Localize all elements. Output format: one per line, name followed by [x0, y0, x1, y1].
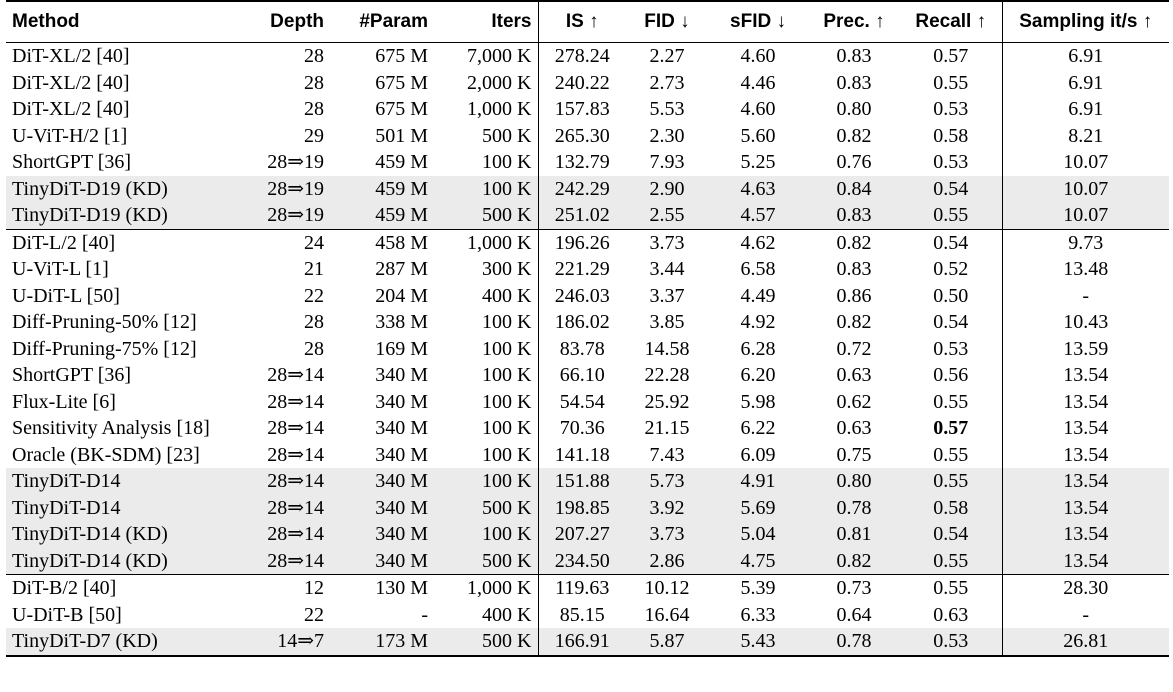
cell-fid: 3.73	[649, 231, 685, 254]
cell-sfid: 4.57	[708, 202, 808, 229]
cell-fid: 2.86	[626, 548, 708, 575]
cell-method: ShortGPT [36]	[12, 151, 132, 173]
cell-fid: 5.73	[626, 468, 708, 495]
cell-precision: 0.75	[836, 443, 872, 466]
cell-is: 70.36	[538, 415, 626, 442]
header-iters: Iters	[434, 1, 538, 43]
table-row	[6, 283, 1169, 310]
cell-sampling-speed: 13.54	[1002, 389, 1169, 416]
cell-is: 85.15	[538, 602, 626, 629]
cell-precision: 0.72	[836, 337, 872, 360]
cell-fid: 2.55	[626, 202, 708, 229]
cell-recall: 0.53	[933, 337, 969, 360]
cell-sfid: 5.43	[708, 628, 808, 656]
cell-method: TinyDiT-D19 (KD)	[6, 176, 242, 203]
cell-is: 240.22	[538, 70, 626, 97]
cell-fid: 7.93	[649, 151, 685, 173]
cell-method: U-ViT-L [1]	[12, 258, 109, 280]
cell-iters: 500 K	[434, 628, 538, 656]
cell-fid: 3.85	[649, 311, 685, 333]
cell-method: TinyDiT-D14	[6, 495, 242, 522]
cell-sampling-speed: 10.07	[1002, 176, 1169, 203]
cell-depth: 28⇒14	[267, 364, 324, 386]
cell-precision: 0.86	[836, 284, 872, 307]
cell-param: 338 M	[375, 311, 428, 333]
cell-iters: 100 K	[482, 151, 532, 173]
table-row	[6, 389, 1169, 416]
cell-fid: 3.73	[626, 521, 708, 548]
cell-method: TinyDiT-D19 (KD)	[6, 202, 242, 229]
cell-is: 141.18	[538, 442, 626, 469]
cell-depth: 14⇒7	[242, 628, 330, 656]
cell-fid: 2.90	[626, 176, 708, 203]
table-row	[6, 70, 1169, 97]
cell-param: 340 M	[375, 417, 428, 439]
cell-param: 501 M	[375, 124, 428, 147]
table-row	[6, 43, 1169, 70]
table-row	[6, 256, 1169, 283]
cell-sfid: 6.58	[740, 258, 776, 280]
cell-depth: 28	[304, 45, 324, 67]
cell-depth: 28⇒19	[242, 202, 330, 229]
cell-iters: 300 K	[482, 258, 532, 280]
cell-method: ShortGPT [36]	[12, 364, 132, 386]
cell-param: 204 M	[375, 284, 428, 307]
table-row	[6, 628, 1169, 656]
cell-param: -	[421, 603, 428, 626]
header-is: IS ↑	[538, 1, 626, 43]
header-param: #Param	[330, 1, 434, 43]
cell-recall: 0.55	[933, 577, 969, 599]
cell-method: U-ViT-H/2 [1]	[12, 124, 128, 147]
cell-fid: 5.87	[626, 628, 708, 656]
cell-method: TinyDiT-D14	[6, 468, 242, 495]
cell-sfid: 4.91	[708, 468, 808, 495]
cell-recall: 0.53	[933, 151, 969, 173]
cell-is: 246.03	[538, 283, 626, 310]
cell-sfid: 5.04	[708, 521, 808, 548]
cell-fid: 3.44	[649, 258, 685, 280]
cell-fid: 2.27	[649, 45, 685, 67]
table-row	[6, 96, 1169, 123]
cell-sampling-speed: 13.59	[1002, 336, 1169, 363]
cell-depth: 24	[304, 231, 324, 254]
cell-depth: 29	[304, 124, 324, 147]
cell-param: 675 M	[375, 98, 428, 120]
table-row	[6, 362, 1169, 389]
cell-param: 340 M	[330, 495, 434, 522]
cell-param: 675 M	[375, 45, 428, 67]
cell-method: U-DiT-B [50]	[12, 603, 122, 626]
header-depth: Depth	[242, 1, 330, 43]
cell-sampling-speed: 13.54	[1002, 468, 1169, 495]
cell-recall: 0.53	[900, 628, 1002, 656]
cell-recall: 0.54	[900, 176, 1002, 203]
cell-precision: 0.83	[808, 202, 900, 229]
table-row	[6, 575, 1169, 602]
table-row	[6, 229, 1169, 256]
cell-iters: 100 K	[482, 417, 532, 439]
cell-precision: 0.62	[836, 390, 872, 413]
cell-param: 675 M	[375, 71, 428, 94]
cell-fid: 7.43	[649, 443, 685, 466]
cell-iters: 400 K	[482, 284, 532, 307]
cell-is: 66.10	[538, 362, 626, 389]
cell-is: 251.02	[538, 202, 626, 229]
cell-method: DiT-XL/2 [40]	[12, 45, 130, 67]
table-row	[6, 442, 1169, 469]
cell-fid: 2.30	[649, 124, 685, 147]
table-row	[6, 149, 1169, 176]
table-group-l	[6, 229, 1169, 575]
cell-fid: 22.28	[644, 364, 690, 386]
cell-recall: 0.55	[933, 71, 969, 94]
cell-sfid: 4.60	[740, 45, 776, 67]
cell-iters: 7,000 K	[467, 45, 532, 67]
cell-precision: 0.78	[808, 628, 900, 656]
cell-iters: 1,000 K	[467, 98, 532, 120]
table-row	[6, 602, 1169, 629]
cell-precision: 0.64	[836, 603, 872, 626]
cell-recall: 0.50	[933, 284, 969, 307]
cell-sfid: 5.25	[740, 151, 776, 173]
cell-sfid: 5.60	[740, 124, 776, 147]
table-row	[6, 309, 1169, 336]
cell-recall: 0.63	[933, 603, 969, 626]
cell-method: TinyDiT-D7 (KD)	[6, 628, 242, 656]
cell-param: 340 M	[375, 390, 428, 413]
table-row	[6, 548, 1169, 575]
cell-iters: 100 K	[482, 443, 532, 466]
cell-recall: 0.55	[933, 390, 969, 413]
cell-param: 173 M	[330, 628, 434, 656]
cell-sfid: 4.92	[740, 311, 776, 333]
cell-is: 207.27	[538, 521, 626, 548]
cell-param: 287 M	[375, 258, 428, 280]
cell-recall: 0.58	[900, 495, 1002, 522]
cell-iters: 1,000 K	[467, 231, 532, 254]
cell-recall: 0.57	[933, 417, 969, 439]
cell-recall: 0.55	[933, 443, 969, 466]
cell-iters: 1,000 K	[467, 577, 532, 599]
cell-precision: 0.82	[808, 548, 900, 575]
cell-param: 340 M	[375, 443, 428, 466]
cell-sfid: 5.69	[708, 495, 808, 522]
cell-sampling-speed: 9.73	[1002, 229, 1169, 256]
cell-sampling-speed: 8.21	[1002, 123, 1169, 150]
cell-is: 265.30	[538, 123, 626, 150]
cell-iters: 500 K	[434, 202, 538, 229]
cell-param: 169 M	[375, 337, 428, 360]
cell-is: 221.29	[538, 256, 626, 283]
cell-sampling-speed: 28.30	[1002, 575, 1169, 602]
cell-precision: 0.76	[836, 151, 872, 173]
cell-sfid: 6.20	[740, 364, 776, 386]
cell-precision: 0.83	[836, 258, 872, 280]
header-sampling-speed: Sampling it/s ↑	[1002, 1, 1169, 43]
cell-sampling-speed: 10.07	[1002, 149, 1169, 176]
cell-depth: 28⇒14	[242, 548, 330, 575]
cell-sampling-speed: -	[1002, 602, 1169, 629]
table-row	[6, 202, 1169, 229]
cell-depth: 28⇒14	[267, 390, 324, 413]
cell-recall: 0.54	[933, 231, 969, 254]
cell-sampling-speed: 13.54	[1002, 521, 1169, 548]
cell-precision: 0.80	[808, 468, 900, 495]
header-precision: Prec. ↑	[808, 1, 900, 43]
cell-method: DiT-XL/2 [40]	[12, 71, 130, 94]
cell-fid: 10.12	[644, 577, 690, 599]
cell-recall: 0.55	[900, 468, 1002, 495]
cell-param: 340 M	[375, 364, 428, 386]
cell-depth: 28⇒14	[267, 417, 324, 439]
cell-is: 54.54	[538, 389, 626, 416]
cell-precision: 0.82	[836, 311, 872, 333]
cell-sampling-speed: 10.07	[1002, 202, 1169, 229]
cell-method: Diff-Pruning-50% [12]	[12, 311, 197, 333]
cell-fid: 5.53	[649, 98, 685, 120]
cell-depth: 28⇒14	[242, 495, 330, 522]
cell-method: Flux-Lite [6]	[12, 390, 116, 413]
cell-depth: 28	[304, 311, 324, 333]
cell-sampling-speed: 13.54	[1002, 415, 1169, 442]
cell-sfid: 6.33	[740, 603, 776, 626]
table-row	[6, 521, 1169, 548]
cell-fid: 3.37	[649, 284, 685, 307]
cell-fid: 3.92	[626, 495, 708, 522]
cell-fid: 2.73	[649, 71, 685, 94]
table-row	[6, 415, 1169, 442]
table-row	[6, 495, 1169, 522]
cell-sfid: 4.60	[740, 98, 776, 120]
cell-sampling-speed: 6.91	[1002, 43, 1169, 70]
cell-precision: 0.73	[836, 577, 872, 599]
header-fid: FID ↓	[626, 1, 708, 43]
cell-method: TinyDiT-D14 (KD)	[6, 521, 242, 548]
cell-sfid: 6.22	[740, 417, 776, 439]
cell-param: 340 M	[330, 468, 434, 495]
cell-recall: 0.58	[933, 124, 969, 147]
cell-depth: 28⇒19	[242, 176, 330, 203]
cell-recall: 0.54	[933, 311, 969, 333]
cell-precision: 0.80	[836, 98, 872, 120]
cell-iters: 100 K	[482, 311, 532, 333]
table-row	[6, 123, 1169, 150]
cell-iters: 100 K	[482, 337, 532, 360]
cell-sampling-speed: 6.91	[1002, 96, 1169, 123]
cell-method: Sensitivity Analysis [18]	[12, 417, 210, 439]
cell-precision: 0.83	[836, 45, 872, 67]
header-sfid: sFID ↓	[708, 1, 808, 43]
cell-method: U-DiT-L [50]	[12, 284, 120, 307]
cell-method: DiT-L/2 [40]	[12, 231, 116, 254]
cell-precision: 0.82	[836, 231, 872, 254]
table-group-b	[6, 575, 1169, 656]
cell-sampling-speed: 13.54	[1002, 442, 1169, 469]
cell-sampling-speed: 13.48	[1002, 256, 1169, 283]
cell-iters: 500 K	[434, 495, 538, 522]
cell-precision: 0.82	[836, 124, 872, 147]
cell-iters: 100 K	[482, 364, 532, 386]
cell-sfid: 5.98	[740, 390, 776, 413]
cell-recall: 0.57	[933, 45, 969, 67]
cell-recall: 0.53	[933, 98, 969, 120]
cell-depth: 28⇒14	[267, 443, 324, 466]
cell-depth: 28⇒14	[242, 521, 330, 548]
cell-is: 83.78	[538, 336, 626, 363]
cell-param: 459 M	[375, 151, 428, 173]
cell-sampling-speed: -	[1002, 283, 1169, 310]
cell-fid: 16.64	[644, 603, 690, 626]
cell-is: 196.26	[538, 229, 626, 256]
cell-method: Oracle (BK-SDM) [23]	[12, 443, 200, 466]
cell-is: 234.50	[538, 548, 626, 575]
cell-param: 459 M	[330, 176, 434, 203]
table-row	[6, 336, 1169, 363]
cell-is: 157.83	[538, 96, 626, 123]
cell-method: Diff-Pruning-75% [12]	[12, 337, 197, 360]
cell-depth: 28	[304, 337, 324, 360]
cell-fid: 25.92	[644, 390, 690, 413]
cell-sampling-speed: 26.81	[1002, 628, 1169, 656]
cell-is: 278.24	[538, 43, 626, 70]
cell-precision: 0.84	[808, 176, 900, 203]
cell-param: 130 M	[375, 577, 428, 599]
cell-depth: 28⇒19	[267, 151, 324, 173]
cell-is: 119.63	[538, 575, 626, 602]
cell-depth: 21	[304, 258, 324, 280]
cell-method: DiT-XL/2 [40]	[12, 98, 130, 120]
cell-precision: 0.81	[808, 521, 900, 548]
cell-method: DiT-B/2 [40]	[12, 577, 117, 599]
cell-param: 458 M	[375, 231, 428, 254]
cell-sfid: 4.62	[740, 231, 776, 254]
cell-is: 186.02	[538, 309, 626, 336]
cell-depth: 28	[304, 71, 324, 94]
cell-depth: 12	[304, 577, 324, 599]
cell-is: 198.85	[538, 495, 626, 522]
cell-sampling-speed: 6.91	[1002, 70, 1169, 97]
cell-is: 166.91	[538, 628, 626, 656]
table-row	[6, 468, 1169, 495]
cell-sfid: 6.09	[740, 443, 776, 466]
cell-recall: 0.55	[900, 548, 1002, 575]
cell-is: 132.79	[538, 149, 626, 176]
cell-sampling-speed: 13.54	[1002, 362, 1169, 389]
header-recall: Recall ↑	[900, 1, 1002, 43]
cell-sfid: 6.28	[740, 337, 776, 360]
table-group-xl	[6, 43, 1169, 230]
cell-sfid: 4.75	[708, 548, 808, 575]
cell-fid: 14.58	[644, 337, 690, 360]
cell-iters: 2,000 K	[467, 71, 532, 94]
header-method: Method	[6, 1, 242, 43]
cell-sfid: 4.49	[740, 284, 776, 307]
cell-precision: 0.63	[836, 364, 872, 386]
cell-is: 151.88	[538, 468, 626, 495]
cell-recall: 0.55	[900, 202, 1002, 229]
cell-param: 459 M	[330, 202, 434, 229]
cell-sfid: 5.39	[740, 577, 776, 599]
cell-iters: 500 K	[482, 124, 532, 147]
cell-param: 340 M	[330, 548, 434, 575]
cell-precision: 0.78	[808, 495, 900, 522]
cell-recall: 0.52	[933, 258, 969, 280]
cell-depth: 22	[304, 284, 324, 307]
results-table	[6, 0, 1169, 657]
cell-param: 340 M	[330, 521, 434, 548]
cell-depth: 28⇒14	[242, 468, 330, 495]
cell-sampling-speed: 13.54	[1002, 495, 1169, 522]
cell-sfid: 4.46	[740, 71, 776, 94]
cell-precision: 0.83	[836, 71, 872, 94]
cell-sfid: 4.63	[708, 176, 808, 203]
header-row	[6, 1, 1169, 43]
cell-depth: 22	[304, 603, 324, 626]
cell-recall: 0.56	[933, 364, 969, 386]
cell-recall: 0.54	[900, 521, 1002, 548]
cell-fid: 21.15	[644, 417, 690, 439]
cell-sampling-speed: 10.43	[1002, 309, 1169, 336]
cell-sampling-speed: 13.54	[1002, 548, 1169, 575]
table-row	[6, 176, 1169, 203]
cell-iters: 100 K	[434, 468, 538, 495]
cell-iters: 100 K	[434, 176, 538, 203]
cell-iters: 100 K	[482, 390, 532, 413]
cell-precision: 0.63	[836, 417, 872, 439]
cell-method: TinyDiT-D14 (KD)	[6, 548, 242, 575]
cell-iters: 100 K	[434, 521, 538, 548]
cell-depth: 28	[304, 98, 324, 120]
cell-iters: 500 K	[434, 548, 538, 575]
cell-is: 242.29	[538, 176, 626, 203]
cell-iters: 400 K	[482, 603, 532, 626]
